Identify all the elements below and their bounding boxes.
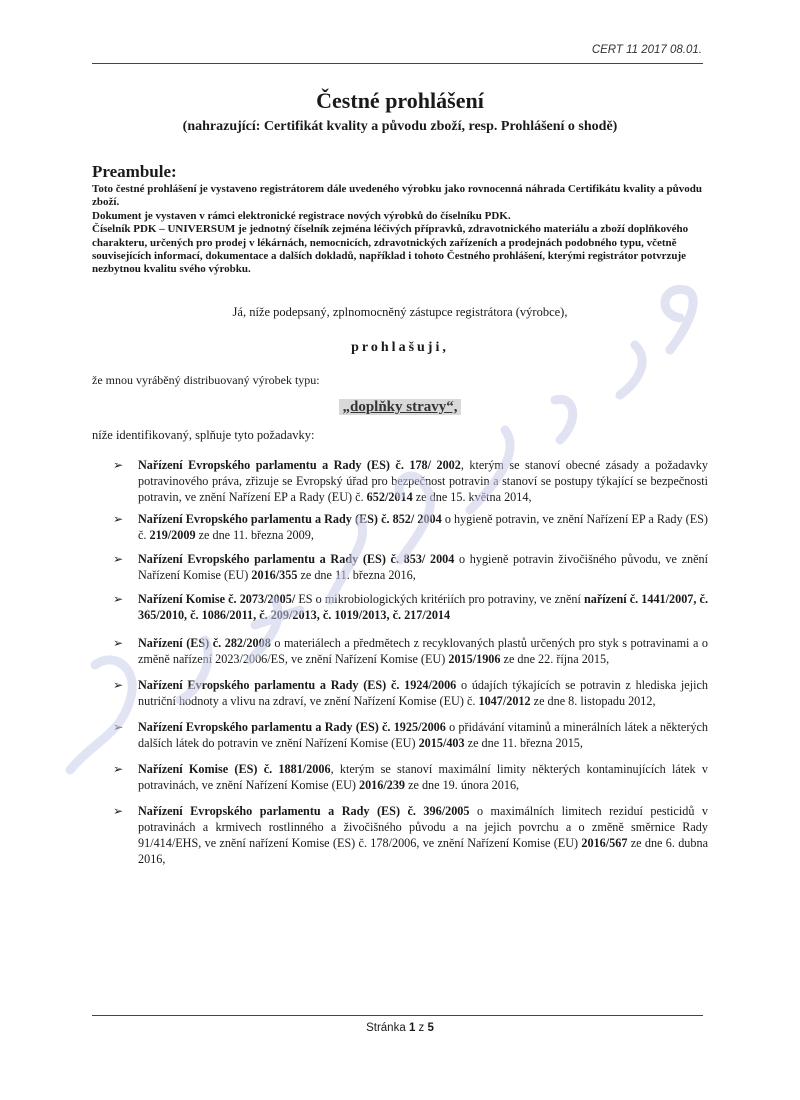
footer-divider — [92, 1015, 703, 1016]
regulation-item: ➢ Nařízení Evropského parlamentu a Rady (ES) č. 1925/2006 o přidávání vitaminů a minerálních látek a některých dalších látek do potravin ve znění Nařízení Komise (EU) 2015/403 ze dne 11. března 2015, — [113, 720, 708, 750]
regulations-list — [113, 457, 708, 867]
regulation-item: ➢ Nařízení Komise (ES) č. 1881/2006, kterým se stanoví maximální limity některých kontaminujících látek v potravinách, ve znění Nařízení Komise (EU) 2016/239 ze dne 19. února 2016, — [113, 762, 708, 792]
requirements-intro: níže identifikovaný, splňuje tyto požadavky: — [92, 428, 315, 442]
document-subtitle: (nahrazující: Certifikát kvality a původu zboží, resp. Prohlášení o shodě) — [182, 119, 618, 134]
product-intro: že mnou vyráběný distribuovaný výrobek typu: — [92, 373, 320, 387]
regulation-item: ➢ Nařízení Evropského parlamentu a Rady (ES) č. 396/2005 o maximálních limitech reziduí pesticidů v potravinách a krmivech rostlinného a živočišného původu a na jejich povrchu a o změně směrnice Rady 91/414/EHS, ve znění nařízení Komise (ES) č. 178/2006, ve znění Nařízení Komise (EU) 2016/567 ze dne 6. dubna 2016, — [113, 804, 708, 866]
arrow-bullet-icon: ➢ — [113, 720, 124, 734]
arrow-bullet-icon: ➢ — [113, 636, 124, 650]
preamble-body — [92, 183, 707, 277]
arrow-bullet-icon: ➢ — [113, 592, 124, 606]
regulation-item: ➢ Nařízení Evropského parlamentu a Rady (ES) č. 178/ 2002, kterým se stanoví obecné zásady a požadavky potravinového práva, zřizuje se Evropský úřad pro bezpečnost potravin a stanoví se postupy týkající se bezpečnosti potravin, ve znění Nařízení EP a Rady (EU) č. 652/2014 ze dne 15. května 2014, — [113, 458, 708, 504]
regulation-item: ➢ Nařízení Evropského parlamentu a Rady (ES) č. 1924/2006 o údajích týkajících se potravin z hlediska jejich nutriční hodnoty a vlivu na zdraví, ve znění Nařízení Komise (EU) č. 1047/2012 ze dne 8. listopadu 2012, — [113, 678, 708, 708]
preamble-paragraph: Toto čestné prohlášení je vystaveno registrátorem dále uvedeného výrobku jako rovnocenná náhrada Certifikátu kvality a původu zboží. — [92, 183, 703, 209]
arrow-bullet-icon: ➢ — [113, 678, 124, 692]
certificate-code: CERT 11 2017 08.01. — [591, 44, 702, 56]
preamble-paragraph: Dokument je vystaven v rámci elektronické registrace nových výrobků do číselníku PDK. — [92, 209, 511, 222]
preamble-heading: Preambule: — [92, 162, 177, 181]
arrow-bullet-icon: ➢ — [113, 804, 124, 818]
regulation-item: ➢ Nařízení Evropského parlamentu a Rady (ES) č. 852/ 2004 o hygieně potravin, ve znění Nařízení EP a Rady (ES) č. 219/2009 ze dne 11. března 2009, — [113, 512, 708, 542]
regulation-item: ➢ Nařízení Evropského parlamentu a Rady (ES) č. 853/ 2004 o hygieně potravin živočišného původu, ve znění Nařízení Komise (EU) 2016/355 ze dne 11. března 2016, — [113, 552, 708, 582]
product-type-label: „doplňky stravy“, — [339, 399, 460, 415]
declaration-word: prohlašuji, — [351, 340, 449, 355]
header-divider — [92, 63, 703, 64]
document-title: Čestné prohlášení — [316, 88, 484, 113]
signatory-intro: Já, níže podepsaný, zplnomocněný zástupce registrátora (výrobce), — [232, 305, 568, 319]
arrow-bullet-icon: ➢ — [113, 552, 124, 566]
page-number: Stránka 1 z 5 — [366, 1022, 434, 1034]
arrow-bullet-icon: ➢ — [113, 762, 124, 776]
arrow-bullet-icon: ➢ — [113, 458, 124, 472]
product-type — [0, 398, 800, 416]
arrow-bullet-icon: ➢ — [113, 512, 124, 526]
preamble-paragraph: Číselník PDK – UNIVERSUM je jednotný číselník zejména léčivých přípravků, zdravotnického materiálu a zboží doplňkového charakteru, určených pro prodej v lékárnách, nemocnicích, zdravotnických zařízeních a prodejnách podobného typu, včetně souvisejících informací, dokumentace a dalších dokladů, například i tohoto Čestného prohlášení, kterými registrátor potvrzuje nezbytnou kvalitu svého výrobku. — [92, 223, 689, 276]
regulation-item: ➢ Nařízení Komise č. 2073/2005/ ES o mikrobiologických kritériích pro potraviny, ve znění nařízení č. 1441/2007, č. 365/2010, č. 1086/2011, č. 209/2013, č. 1019/2013, č. 217/2014 — [113, 592, 708, 622]
regulation-item: ➢ Nařízení (ES) č. 282/2008 o materiálech a předmětech z recyklovaných plastů určených pro styk s potravinami a o změně nařízení 2023/2006/ES, ve znění Nařízení Komise (EU) 2015/1906 ze dne 22. října 2015, — [113, 636, 708, 666]
